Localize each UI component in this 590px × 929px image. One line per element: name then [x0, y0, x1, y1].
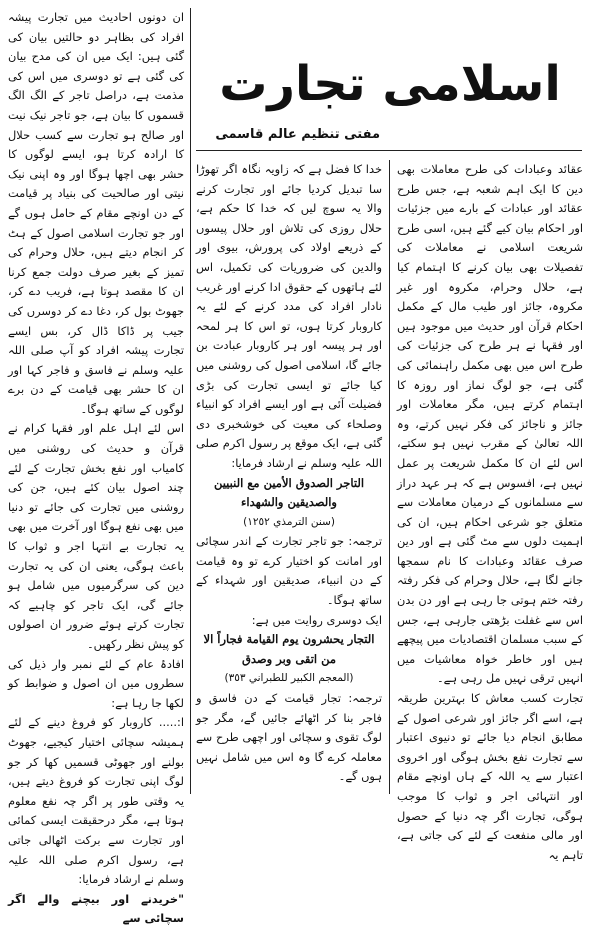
paragraph: ایک دوسری روایت میں ہے: [251, 612, 382, 627]
article-column-left [8, 8, 184, 926]
paragraph: عقائد وعبادات کی طرح معاملات بھی دین کا ایک اہم شعبہ ہے، جس طرح عقائد اور عبادات کے بارے میں جزئیات اور احکام بیان کیے گئے ہیں، اسی طرح شریعت اسلامی نے معاملات کی تفصیلات بھی بیان کرنے کا اہتمام کیا ہے، حلال وحرام، مکروہ اور غیر مکروہ، جائز اور طیب مال کے مکمل احکام قرآن اور حدیث میں موجود ہیں اور فقہا نے ہر طرح کی جزئیات کی طرح اس میں بھی مکمل راہنمائی کی گئی ہے، جو لوگ نماز اور روزہ کا اہتمام کرتے ہیں، مگر معاملات اور جائز و ناجائز کی فکر نہیں کرتے، وہ اللہ تعالیٰ کے مقرب نہیں ہو سکتے، اس لئے ان کا مکمل شریعت پر عمل نہیں ہے، افسوس ہے کہ ہر عہد دراز سے مسلمانوں کے درمیان معاملات سے متعلق جو شرعی احکام ہیں، ان کی اہمیت دلوں سے مٹ گئی ہے اور دین صرف عقائد وعبادات کا نام سمجھا جانے لگا ہے، حلال وحرام کی فکر رفتہ رفتہ ختم ہوتی جا رہی ہے اور دن بدن اس سے غفلت بڑھتی جارہی ہے، جس کے سبب مسلمان اقتصادیات میں پیچھے ہیں اور خاطر خواہ معاشیات میں انہیں ترقی نہیں مل رہی ہے۔ [397, 162, 583, 686]
article-title: اسلامی تجارت [219, 56, 561, 112]
paragraph: تجارت کسب معاش کا بہترین طریقہ ہے، اسے اگر جائز اور شرعی اصول کے مطابق انجام دیا جائے تو دنیوی اعتبار سے تجارت نفع بخش ہوگی اور اخروی اعتبار سے یہ اللہ کے ہاں اونچے مقام اور انتہائی اجر و ثواب کا موجب ہوگی، تجارت اگر چہ دنیا کے حصول اور مالی منفعت کے لئے کی جاتی ہے، تاہم یہ [397, 691, 583, 862]
column-divider-right [389, 160, 390, 794]
hadith-quote: التجار يحشرون يوم القيامة فجاراً الا من اتقى وبر وصدق [203, 632, 375, 666]
hadith-reference: (المعجم الكبير للطبراني ٣٥٣) [224, 672, 354, 685]
hadith-reference: (سنن الترمذي ١٢٥٢) [243, 515, 335, 528]
paragraph: ان دونوں احادیث میں تجارت پیشہ افراد کی بظاہر دو حالتیں بیان کی گئی ہیں: ایک میں ان کی مدح بیان کی گئی ہے تو دوسری میں اس کی مذمت ہے، دراصل تاجر کے الگ الگ قسموں کا بیان ہے، جو تاجر نیک نیت اور صالح ہو تجارت سے کسب حلال کا ارادہ کرتا ہو، ایسے لوگوں کا حشر بھی اچھا ہوگا اور وہ اپنی نیک نیتی اور صالحیت کی بنیاد پر قیامت کے دن اونچے مقام کے حامل ہوں گے اور جو تجارت اسلامی اصول کے ہٹ کر انجام دیتے ہیں، حلال وحرام کی تمیز کے بغیر صرف دولت جمع کرنا ان کا مقصد ہوتا ہے، فریب دے کر، جھوٹ بول کر، دغا دے کر دوسرں کی جیب پر ڈاکا ڈال کر، بس ایسے تجارت پیشہ افراد کو آپ صلی اللہ علیہ وسلم نے فاسق و فاجر کہا اور ان کا حشر بھی قیامت کے دن برے لوگوں کے ساتھ ہوگا۔ [8, 10, 184, 416]
column-divider-left [190, 8, 191, 794]
paragraph: خدا کا فضل ہے کہ زاویہ نگاہ اگر تھوڑا سا تبدیل کردیا جائے اور تجارت کرنے والا یہ سوچ لیں کہ خدا کا حکم ہے، حلال روزی کی تلاش اور حلال پیسوں کے ذریعے اولاد کی پرورش، بیوی اور والدین کی ضروریات کی تکمیل، اس لئے ہاتھوں کے حقوق ادا کرنے اور غریب نادار افراد کی مدد کرنے کے لئے یہ کاروبار کرتا ہوں، تو اس کا ہر لمحہ اور ہر پیسہ اور ہر کاروبار عبادت بن جائے گا، اسلامی اصول کی روشنی میں کیا جائے تو ایسی تجارت کی بڑی فضیلت آئی ہے اور ایسے افراد کو انبیاء وصلحاء کی معیت کی خوشخبری دی گئی ہے، ایک موقع پر رسول اکرم صلی اللہ علیہ وسلم نے ارشاد فرمایا: [196, 162, 382, 470]
article-column-right [397, 160, 583, 862]
hadith-translation: ترجمہ: تجار قیامت کے دن فاسق و فاجر بنا کر اٹھائے جائیں گے، مگر جو لوگ تقوی و سچائی اور اچھی طرح سے معاملہ کرے گا وہ اس میں شامل نہیں ہوں گے۔ [196, 691, 382, 784]
author-byline: مفتی تنظیم عالم قاسمی [215, 127, 380, 142]
article-column-middle [196, 160, 382, 796]
paragraph: اس لئے اہل علم اور فقہا کرام نے قرآن و حدیث کی روشنی میں کامیاب اور نفع بخش تجارت کے لئے چند اصول بیان کئے ہیں، جن کی روشنی میں تجارت کی جائے تو دنیا میں بھی نفع ہوگا اور آخرت میں بھی یہ تجارت بے انتہا اجر و ثواب کا باعث ہوگی، یعنی ان کی یہ تجارت دین کی سرگرمیوں میں شامل ہو جائے گی، ایک تاجر کو چاہیے کہ تجارت کرتے ہوئے ضرور ان اصولوں کو پیش نظر رکھیں۔ [8, 421, 184, 651]
hadith-translation: "خریدنے اور بیچنے والے اگر سچائی سے [8, 891, 184, 926]
title-divider [196, 150, 582, 151]
paragraph: افادۂ عام کے لئے نمبر وار ذیل کی سطروں میں ان اصول و ضوابط کو لکھا جا رہا ہے: [8, 656, 184, 710]
hadith-translation: ترجمہ: جو تاجر تجارت کے اندر سچائی اور امانت کو اختیار کرے تو وہ قیامت کے دن انبیاء، صدیقین اور شہداء کے ساتھ ہوگا۔ [196, 534, 382, 608]
paragraph: ا:..... کاروبار کو فروغ دینے کے لئے ہمیشہ سچائی اختیار کیجیے، جھوٹ بولنے اور جھوٹی قسمیں کھا کر جو لوگ اپنی تجارت کو فروغ دیتے ہیں، یہ وقتی طور پر اگر چہ نفع معلوم ہوتا ہے، مگر درحقیقت ایسی کمائی اور تجارت سے برکت اٹھالی جاتی ہے، رسول اکرم صلی اللہ علیہ وسلم نے ارشاد فرمایا: [8, 715, 184, 887]
hadith-quote: التاجر الصدوق الأمين مع النبيين والصديقين والشهداء [213, 475, 365, 510]
